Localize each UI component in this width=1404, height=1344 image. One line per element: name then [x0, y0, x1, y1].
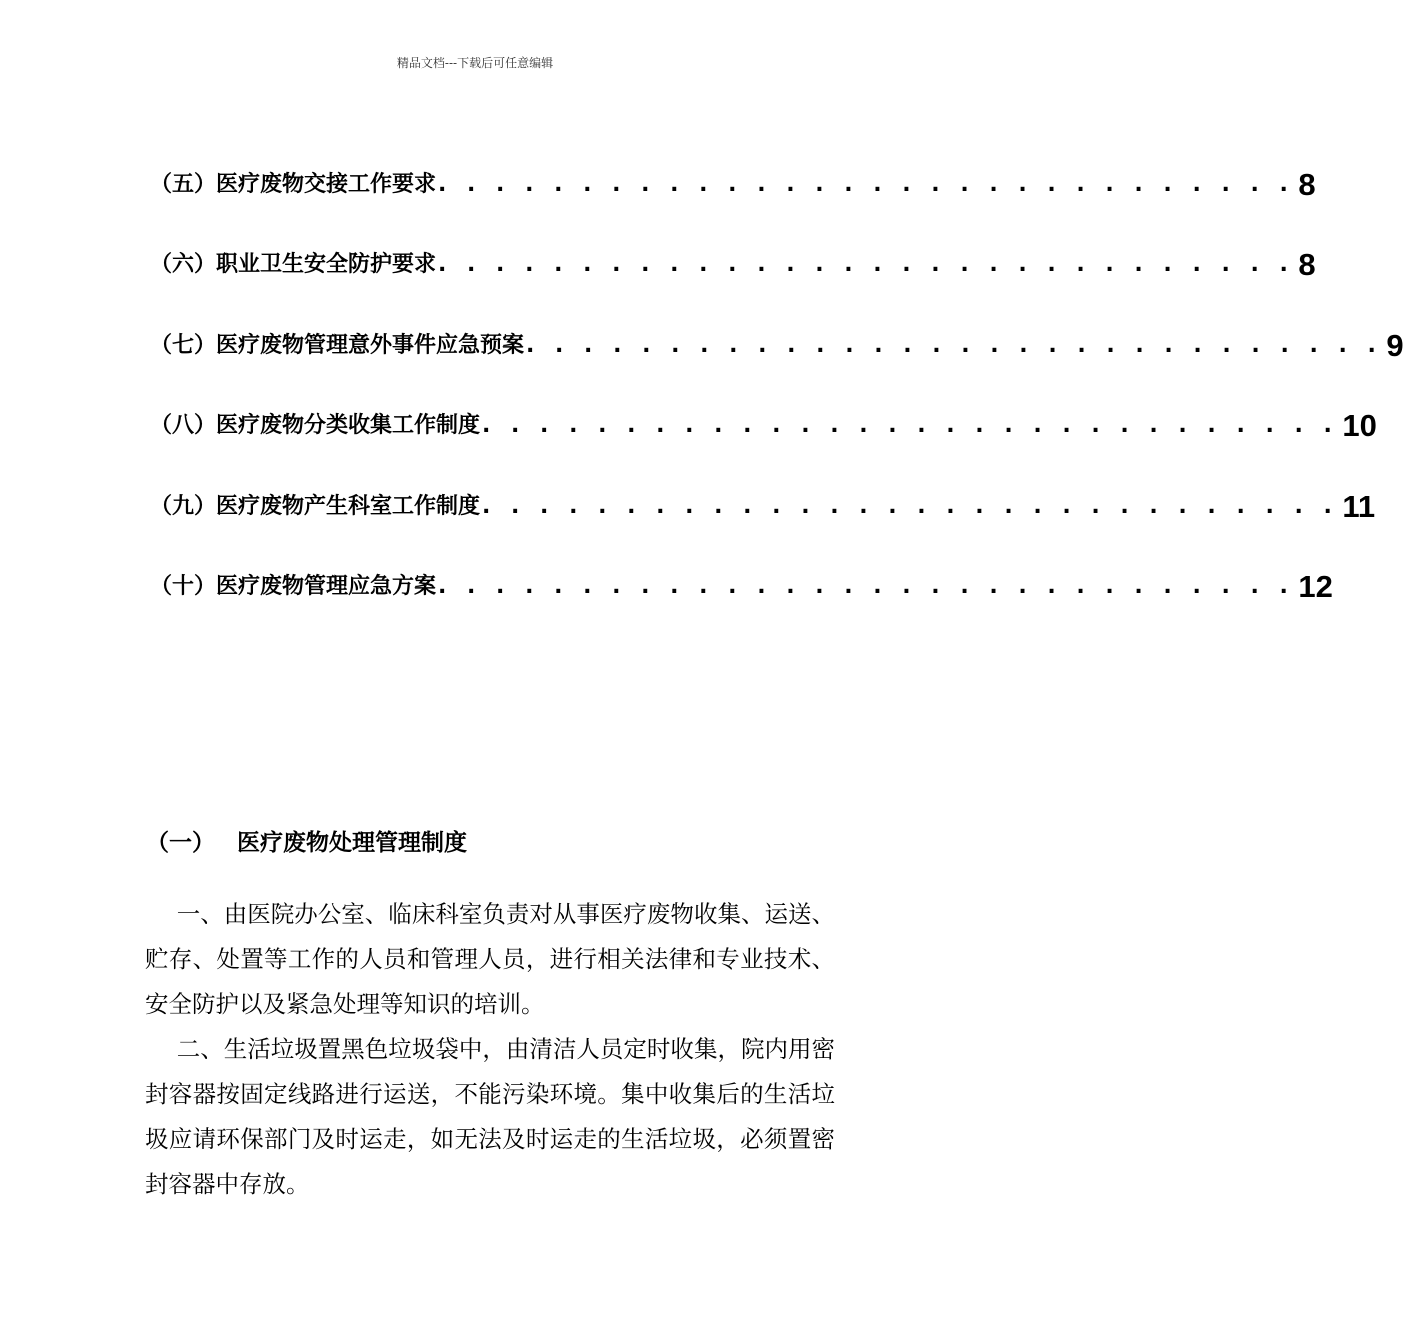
toc-leader-dots: . . . . . . . . . . . . . . . . . . . . . . . . . . . . . . — [482, 413, 1339, 438]
toc-leader-dots: . . . . . . . . . . . . . . . . . . . . . . . . . . . . . . — [526, 332, 1383, 358]
toc-entry-label: （九）医疗废物产生科室工作制度 — [150, 493, 481, 519]
toc-entry[interactable] — [150, 124, 1316, 205]
toc-entry[interactable] — [150, 205, 1316, 286]
toc-entry-page: 8 — [1298, 166, 1316, 202]
toc-entry-page: 10 — [1342, 408, 1377, 443]
section-number: （一） — [146, 830, 215, 856]
toc-entry[interactable] — [150, 527, 1333, 608]
toc-entry[interactable] — [150, 285, 1404, 366]
toc-entry-page: 8 — [1298, 247, 1316, 282]
toc-leader-dots: . . . . . . . . . . . . . . . . . . . . . . . . . . . . . . — [438, 171, 1295, 197]
paragraph: 二、生活垃圾置黑色垃圾袋中，由清洁人员定时收集，院内用密封容器按固定线路进行运送，不能污染环境。集中收集后的生活垃圾应请环保部门及时运走，如无法及时运走的生活垃圾，必须置密封容器中存放。 — [145, 1035, 835, 1198]
toc-entry-label: （十）医疗废物管理应急方案 — [150, 574, 437, 599]
table-of-contents — [150, 124, 1404, 607]
page-header: 精品文档---下载后可任意编辑 — [396, 56, 554, 70]
toc-entry-label: （五）医疗废物交接工作要求 — [150, 171, 437, 197]
toc-entry-label: （七）医疗废物管理意外事件应急预案 — [150, 332, 525, 358]
toc-entry-label: （六）职业卫生安全防护要求 — [150, 252, 437, 277]
section-title: 医疗废物处理管理制度 — [237, 830, 467, 856]
toc-leader-dots: . . . . . . . . . . . . . . . . . . . . . . . . . . . . . . — [438, 574, 1295, 599]
toc-leader-dots: . . . . . . . . . . . . . . . . . . . . . . . . . . . . . . — [482, 493, 1339, 519]
body-text — [145, 892, 835, 1207]
section-heading — [146, 824, 467, 857]
toc-leader-dots: . . . . . . . . . . . . . . . . . . . . . . . . . . . . . . — [438, 252, 1295, 277]
paragraph: 一、由医院办公室、临床科室负责对从事医疗废物收集、运送、贮存、处置等工作的人员和管理人员，进行相关法律和专业技术、安全防护以及紧急处理等知识的培训。 — [145, 900, 835, 1018]
toc-entry-page: 12 — [1298, 569, 1333, 604]
toc-entry-page: 11 — [1342, 488, 1376, 524]
toc-entry[interactable] — [150, 366, 1377, 447]
toc-entry[interactable] — [150, 446, 1376, 527]
toc-entry-page: 9 — [1386, 327, 1404, 363]
toc-entry-label: （八）医疗废物分类收集工作制度 — [150, 413, 481, 438]
